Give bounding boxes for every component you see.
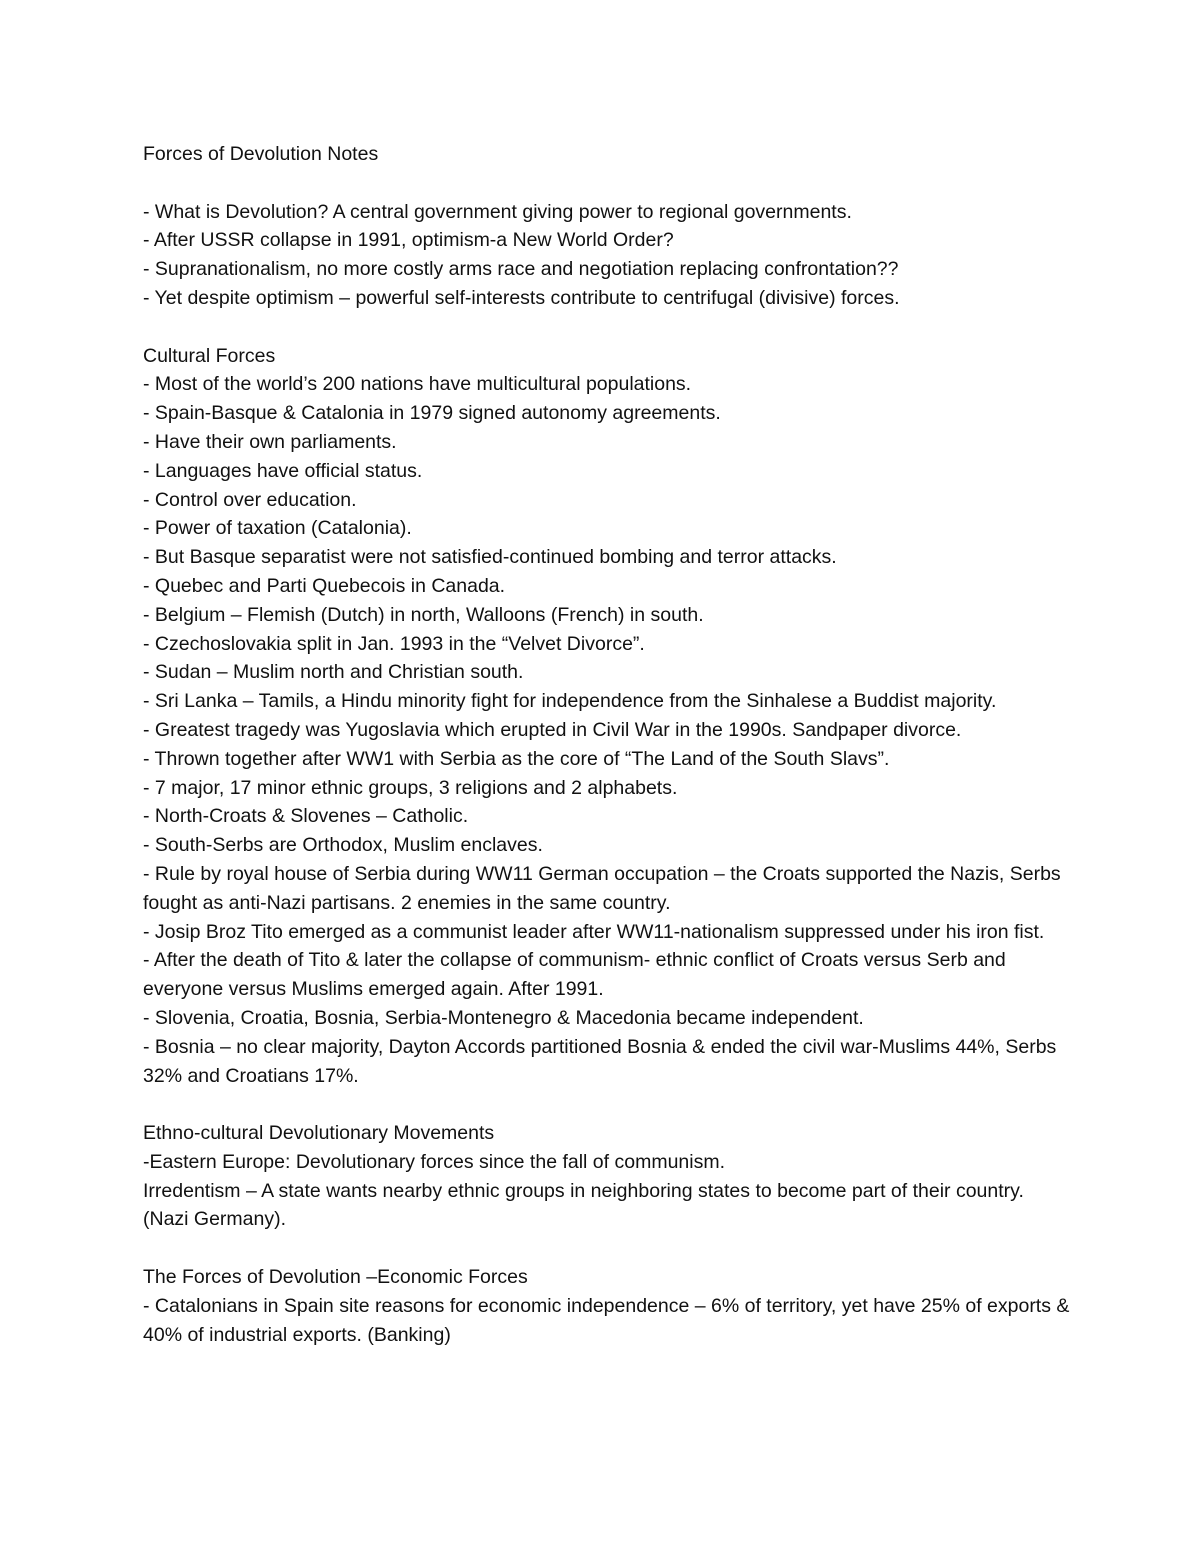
spacer — [143, 1090, 1073, 1119]
list-item: Irredentism – A state wants nearby ethnic groups in neighboring states to become part of their country. (Nazi Germany). — [143, 1179, 1024, 1231]
list-item: - Have their own parliaments. — [143, 430, 397, 453]
list-item: - Yet despite optimism – powerful self-interests contribute to centrifugal (divisive) forces. — [143, 286, 900, 309]
section-heading: Ethno-cultural Devolutionary Movements — [143, 1122, 495, 1145]
intro-section — [143, 198, 1073, 313]
list-item: - Czechoslovakia split in Jan. 1993 in the “Velvet Divorce”. — [143, 632, 645, 655]
list-item: - Bosnia – no clear majority, Dayton Accords partitioned Bosnia & ended the civil war-Muslims 44%, Serbs 32% and Croatians 17%. — [143, 1035, 1057, 1087]
list-item: - Greatest tragedy was Yugoslavia which erupted in Civil War in the 1990s. Sandpaper divorce. — [143, 718, 962, 741]
economic-forces-section — [143, 1263, 1073, 1349]
cultural-forces-section — [143, 342, 1073, 1091]
spacer — [143, 313, 1073, 342]
list-item: - South-Serbs are Orthodox, Muslim enclaves. — [143, 834, 543, 857]
spacer — [143, 1234, 1073, 1263]
list-item: - 7 major, 17 minor ethnic groups, 3 religions and 2 alphabets. — [143, 776, 678, 799]
document-title: Forces of Devolution Notes — [143, 143, 379, 165]
list-item: - Quebec and Parti Quebecois in Canada. — [143, 574, 506, 597]
list-item: - Belgium – Flemish (Dutch) in north, Walloons (French) in south. — [143, 603, 704, 626]
document-page — [143, 140, 1073, 1349]
list-item: - Spain-Basque & Catalonia in 1979 signed autonomy agreements. — [143, 402, 721, 425]
list-item: - Most of the world’s 200 nations have multicultural populations. — [143, 373, 692, 396]
list-item: - Rule by royal house of Serbia during WW11 German occupation – the Croats supported the Nazis, Serbs fought as anti-Nazi partisans. 2 enemies in the same country. — [143, 862, 1061, 914]
section-heading: The Forces of Devolution –Economic Forces — [143, 1266, 528, 1289]
list-item: - Supranationalism, no more costly arms race and negotiation replacing confrontation?? — [143, 258, 899, 281]
list-item: - But Basque separatist were not satisfied-continued bombing and terror attacks. — [143, 546, 837, 569]
list-item: - Slovenia, Croatia, Bosnia, Serbia-Montenegro & Macedonia became independent. — [143, 1006, 864, 1029]
list-item: -Eastern Europe: Devolutionary forces since the fall of communism. — [143, 1150, 726, 1173]
list-item: - Power of taxation (Catalonia). — [143, 517, 412, 540]
ethno-cultural-section — [143, 1119, 1073, 1234]
section-heading: Cultural Forces — [143, 344, 276, 367]
list-item: - North-Croats & Slovenes – Catholic. — [143, 805, 469, 828]
list-item: - Sri Lanka – Tamils, a Hindu minority fight for independence from the Sinhalese a Buddist majority. — [143, 690, 997, 713]
list-item: - Sudan – Muslim north and Christian south. — [143, 661, 524, 684]
list-item: - After the death of Tito & later the collapse of communism- ethnic conflict of Croats versus Serb and everyone versus Muslims emerged again. After 1991. — [143, 949, 1006, 1001]
spacer — [143, 169, 1073, 198]
list-item: - Catalonians in Spain site reasons for economic independence – 6% of territory, yet have 25% of exports & 40% of industrial exports. (Banking) — [143, 1294, 1070, 1346]
list-item: - What is Devolution? A central government giving power to regional governments. — [143, 200, 852, 223]
list-item: - Thrown together after WW1 with Serbia as the core of “The Land of the South Slavs”. — [143, 747, 890, 770]
list-item: - After USSR collapse in 1991, optimism-a New World Order? — [143, 229, 674, 252]
list-item: - Control over education. — [143, 488, 357, 511]
list-item: - Languages have official status. — [143, 459, 423, 482]
list-item: - Josip Broz Tito emerged as a communist leader after WW11-nationalism suppressed under his iron fist. — [143, 920, 1045, 943]
